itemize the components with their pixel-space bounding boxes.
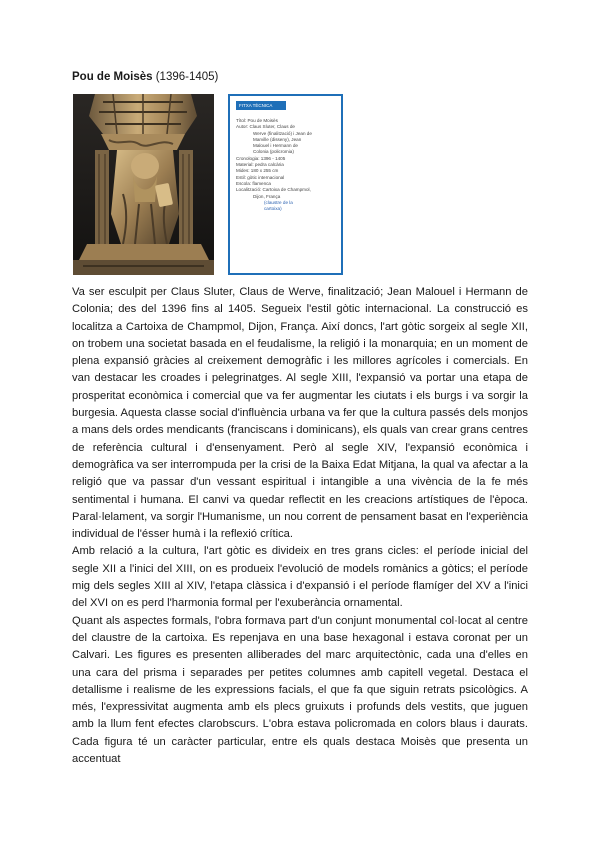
technical-sheet-line: Mides: 180 x 255 cm bbox=[236, 168, 279, 174]
technical-sheet-line: Material: pedra calcària bbox=[236, 162, 284, 168]
sculpture-image bbox=[73, 94, 214, 275]
title-years: (1396-1405) bbox=[152, 71, 219, 83]
technical-sheet-line: (claustre de la bbox=[264, 199, 293, 205]
technical-sheet-lines bbox=[236, 118, 339, 212]
technical-sheet-line: Cronologia: 1396 - 1405 bbox=[236, 155, 286, 161]
technical-sheet-line: Escola: flamenca bbox=[236, 180, 271, 186]
technical-sheet-line: Dijon, França bbox=[253, 193, 281, 199]
body-paragraph: Quant als aspectes formals, l'obra formava part d'un conjunt monumental col·locat al centre del claustre de la cartoixa. Es repenjava en una base hexagonal i estava coronat per un Calvari. Les figures es presenten alliberades del marc arquitectònic, cada una d'elles en una cara del prisma i separades per petites columnes amb capitell vegetal. Destaca el detallisme i realisme de les expressions facials, el que fa que siguin retrats psicològics. A més, l'expressivitat augmenta amb els plecs gruixuts i profunds dels vestits, que juguen amb la llum fent efectes clarobscurs. L'obra estava policromada en colors blaus i daurats. Cada figura té un caràcter particular, entre els quals destaca Moisès que presenta un accentuat bbox=[72, 614, 528, 766]
technical-sheet-line: Colonia (policromia) bbox=[253, 149, 294, 155]
page-title bbox=[72, 70, 218, 84]
sculpture-photo bbox=[73, 94, 214, 275]
technical-sheet-line: Estil: gòtic internacional bbox=[236, 174, 285, 180]
title-name: Pou de Moisès bbox=[72, 71, 153, 83]
technical-sheet-line: Malouel i Hermann de bbox=[253, 143, 298, 149]
body-text bbox=[72, 284, 528, 768]
technical-sheet-line: Werve (finalització) i Jean de bbox=[253, 130, 312, 136]
body-paragraph: Amb relació a la cultura, l'art gòtic es divideix en tres grans cicles: el període inicial del segle XII a l'inici del XIII, on es produeix l'evolució de models romànics a gòtics; el període mig dels segles XIII al XIV, l'etapa clàssica i d'expansió i el període flamíger del XV a l'inici del XVI on es perd l'harmonia formal per l'exuberància ornamental. bbox=[72, 545, 528, 610]
technical-sheet-line: Localització: Cartoixa de Champmol, bbox=[236, 187, 311, 193]
technical-sheet-header: FITXA TÈCNICA bbox=[236, 101, 286, 110]
technical-sheet bbox=[228, 94, 343, 275]
technical-sheet-line: Autor: Claus Sluter, Claus de bbox=[236, 124, 295, 130]
body-paragraph: Va ser esculpit per Claus Sluter, Claus de Werve, finalització; Jean Malouel i Hermann de Colonia; des del 1396 fins al 1405. Segueix l'estil gòtic internacional. La construcció es localitza a Cartoixa de Champmol, Dijon, França. Així doncs, l'art gòtic sorgeix al segle XII, on trobem una societat basada en el feudalisme, la religió i la monarquia; en un moment de plena expansió gràcies al creixement demogràfic i les millores agrícoles i comercials. En van destacar les croades i pelegrinatges. Al segle XIII, l'expansió va portar una etapa de prosperitat econòmica i comercial que va fer augmentar les ciutats i els burgs i va sorgir la burgesia. Aquesta classe social d'influència urbana va fer que la cultura passés dels monjos a mans dels ordes mendicants (franciscans i dominicans), els quals van crear grans centres de referència cultural i d'ensenyament. Però al segle XIV, l'expansió econòmica i demogràfica va ser interrompuda per la crisi de la Baixa Edat Mitjana, la qual va afectar a la religió que va passar d'un vessant espiritual i intangible a una vivència de la fe més sentimental i humana. El canvi va quedar reflectit en les creacions artístiques de l'època. Paral·lelament, va sorgir l'Humanisme, un nou corrent de pensament basat en l'experiència individual de l'ésser humà i la reflexió crítica. bbox=[72, 286, 528, 541]
technical-sheet-line: Marville (disseny), Jean bbox=[253, 136, 302, 142]
technical-sheet-line: Títol: Pou de Moisès bbox=[236, 118, 278, 123]
technical-sheet-line: cartoixa) bbox=[264, 206, 282, 212]
